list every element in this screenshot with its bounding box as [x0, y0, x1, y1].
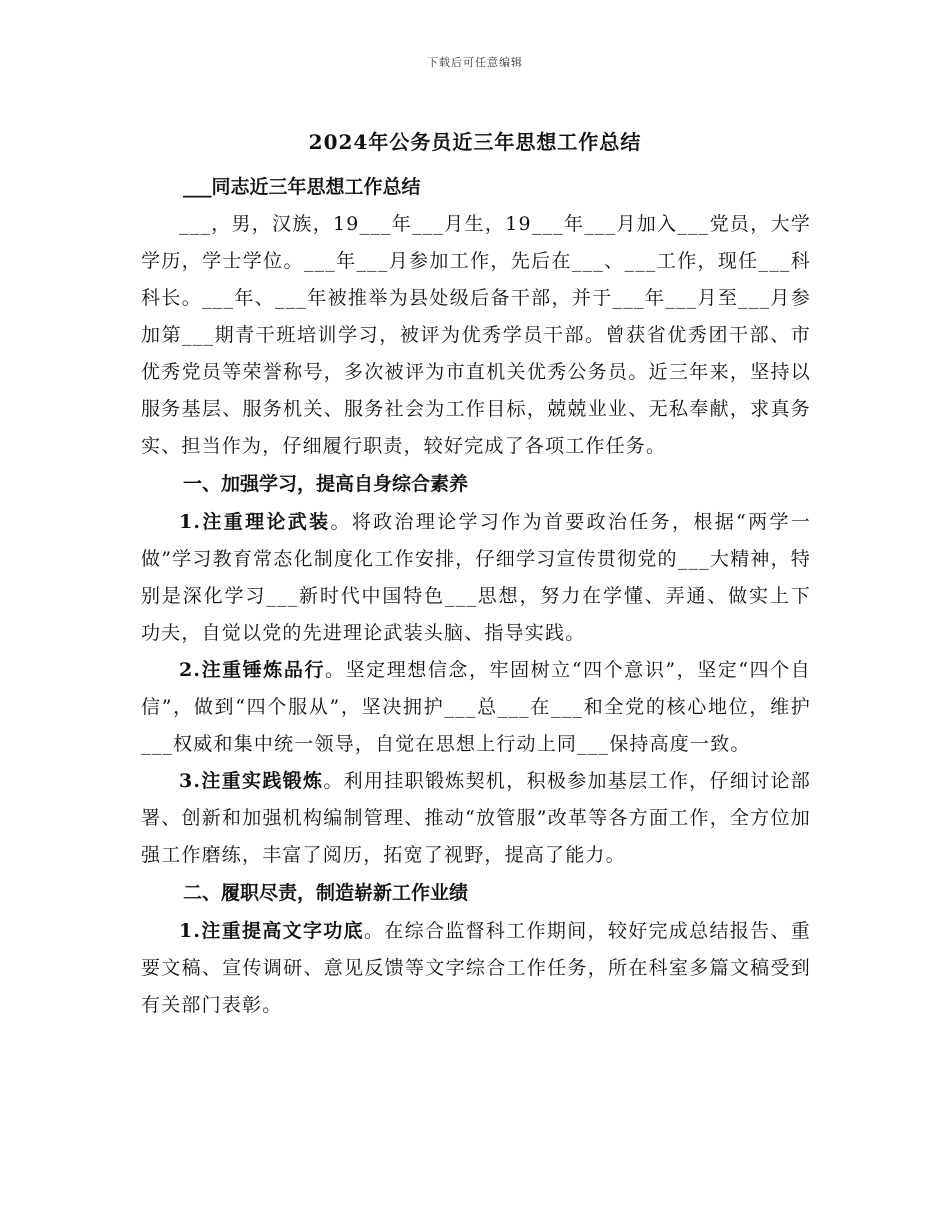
item-text: 。在综合监督科工作期间，较好完成总结报告、重要文稿、宣传调研、意见反馈等文字综合工作任务，所在科室多篇文稿受到有关部门表彰。: [141, 920, 811, 1016]
item-text: 。坚定理想信念，牢固树立“四个意识”，坚定“四个自信”，做到“四个服从”，坚决拥护___总___在___和全党的核心地位，维护___权威和集中统一领导，自觉在思想上行动上同___保持高度一致。: [141, 659, 811, 755]
section-1-item-1: [141, 504, 811, 652]
section-heading-2: 二、履职尽责，制造崭新工作业绩: [183, 882, 469, 904]
section-heading-1: 一、加强学习，提高自身综合素养: [183, 473, 469, 495]
item-text: 。利用挂职锻炼契机，积极参加基层工作，仔细讨论部署、创新和加强机构编制管理、推动“放管服”改革等各方面工作，全方位加强工作磨练，丰富了阅历，拓宽了视野，提高了能力。: [141, 770, 811, 866]
document-title: 2024年公务员近三年思想工作总结: [308, 130, 642, 154]
item-lead: 1.注重理论武装: [179, 511, 331, 533]
header-note: 下载后可任意编辑: [427, 56, 523, 69]
item-text: 。将政治理论学习作为首要政治任务，根据“两学一做”学习教育常态化制度化工作安排，仔细学习宣传贯彻党的___大精神，特别是深化学习___新时代中国特色___思想，努力在学懂、弄通、做实上下功夫，自觉以党的先进理论武装头脑、指导实践。: [141, 511, 811, 644]
section-1-item-2: [141, 652, 811, 763]
section-2-item-1: [141, 913, 811, 1024]
item-lead: 3.注重实践锻炼: [179, 770, 324, 792]
intro-paragraph: ___，男，汉族，19___年___月生，19___年___月加入___党员，大学学历，学士学位。___年___月参加工作，先后在___、___工作，现任___科科长。___年、___年被推举为县处级后备干部，并于___年___月至___月参加第___期青干班培训学习，被评为优秀学员干部。曾获省优秀团干部、市优秀党员等荣誉称号，多次被评为市直机关优秀公务员。近三年来，坚持以服务基层、服务机关、服务社会为工作目标，兢兢业业、无私奉献，求真务实、担当作为，仔细履行职责，较好完成了各项工作任务。: [141, 213, 811, 457]
item-lead: 1.注重提高文字功底: [179, 920, 364, 942]
document-subtitle: ___同志近三年思想工作总结: [183, 176, 421, 198]
item-lead: 2.注重锤炼品行: [179, 659, 326, 681]
section-1-item-3: [141, 763, 811, 874]
document-body: [141, 169, 811, 1024]
